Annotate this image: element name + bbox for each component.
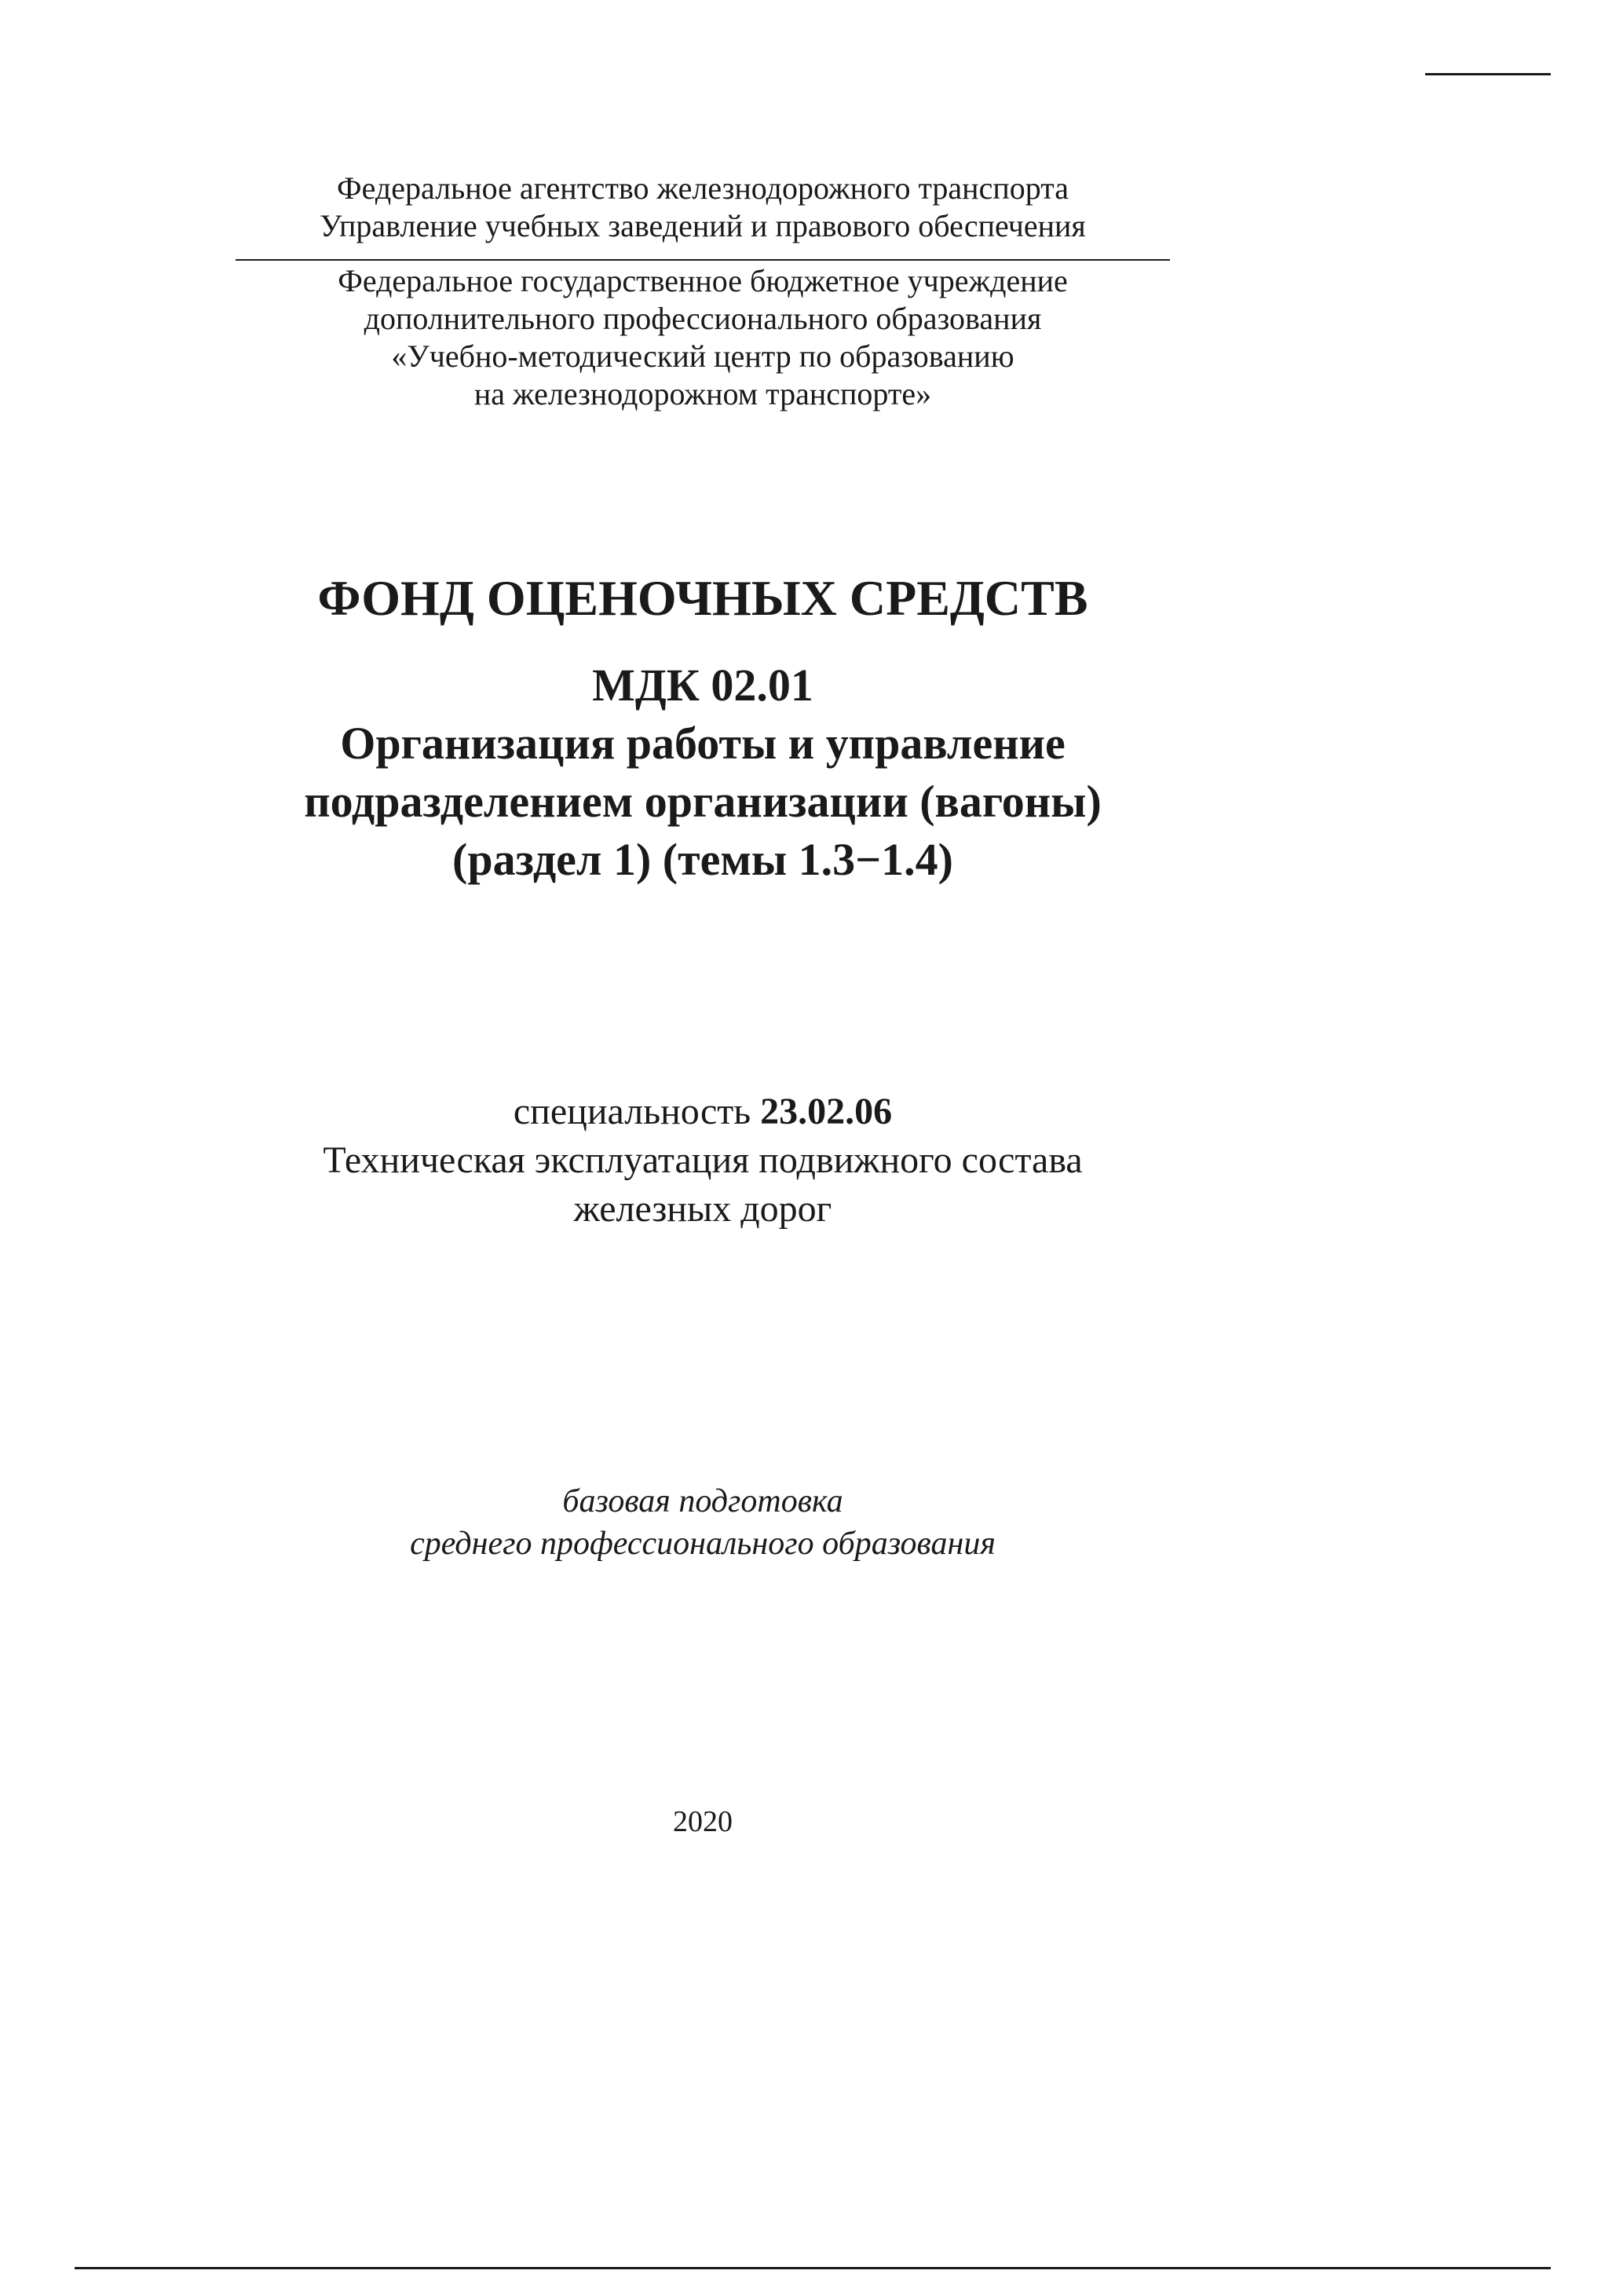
specialty-name-line-2: железных дорог [573, 1188, 832, 1230]
year-text: 2020 [673, 1805, 733, 1838]
institution-block [236, 262, 1170, 413]
agency-block [236, 170, 1170, 245]
education-level-line-1: базовая подготовка [562, 1483, 843, 1519]
specialty-label: специальность [513, 1091, 751, 1132]
publication-year [236, 1803, 1170, 1841]
specialty-name-line-1: Техническая эксплуатация подвижного состава [323, 1139, 1083, 1181]
bottom-rule [75, 2267, 1551, 2269]
institution-line-4: на железнодорожном транспорте» [473, 376, 932, 411]
institution-line-3: «Учебно-методический центр по образованию [391, 338, 1014, 374]
institution-line-2: дополнительного профессионального образования [364, 301, 1042, 336]
document-title-text: ФОНД ОЦЕНОЧНЫХ СРЕДСТВ [317, 570, 1088, 626]
institution-line-1: Федеральное государственное бюджетное учреждение [338, 263, 1068, 298]
specialty-code: 23.02.06 [760, 1091, 893, 1132]
course-title-block [236, 656, 1170, 889]
education-level-line-2: среднего профессионального образования [410, 1526, 996, 1562]
course-title-line-2: подразделением организации (вагоны) [304, 776, 1102, 827]
agency-line-2: Управление учебных заведений и правового обеспечения [320, 208, 1086, 243]
document-title [236, 567, 1170, 630]
specialty-heading [236, 1088, 1170, 1136]
agency-line-1: Федеральное агентство железнодорожного транспорта [337, 170, 1069, 206]
top-right-rule [1425, 73, 1551, 75]
course-code: МДК 02.01 [592, 660, 813, 711]
education-level-block [236, 1480, 1170, 1565]
specialty-block [236, 1088, 1170, 1234]
header-divider [236, 259, 1170, 261]
course-title-line-3: (раздел 1) (темы 1.3−1.4) [452, 834, 953, 885]
course-title-line-1: Организация работы и управление [340, 718, 1066, 769]
